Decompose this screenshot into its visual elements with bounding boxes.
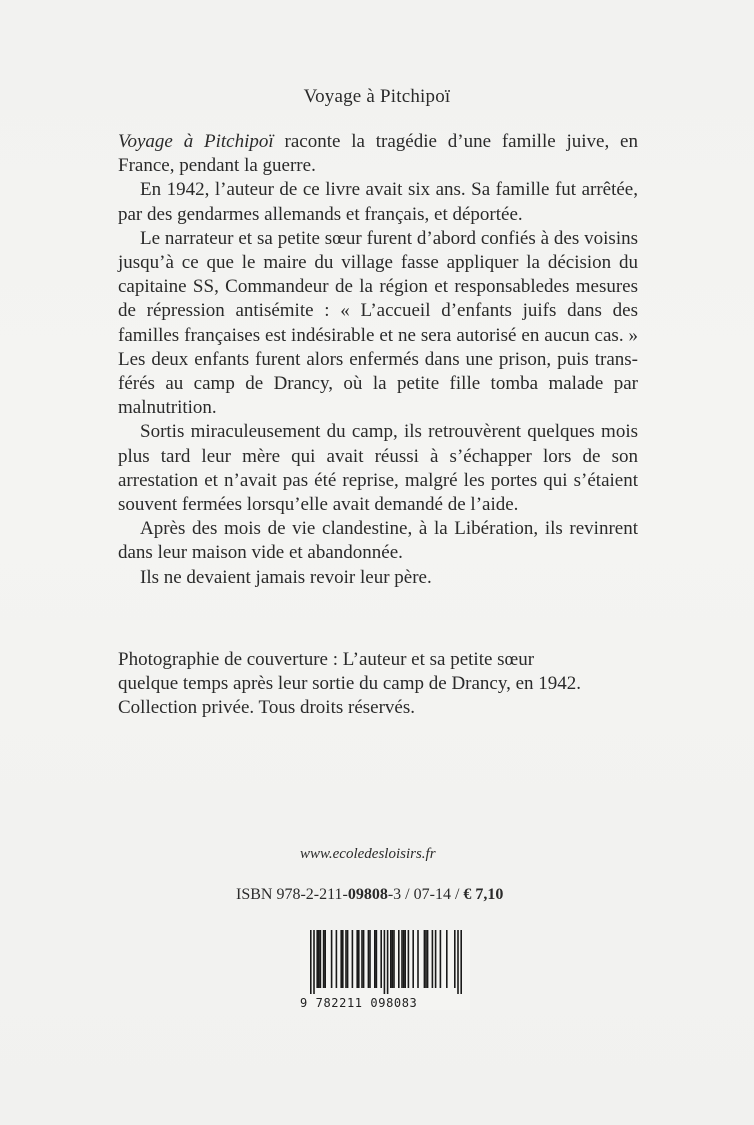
photo-credits-line-1: Photographie de couverture : L’auteur et sa petite sœur [118, 649, 535, 670]
barcode-bar [460, 930, 462, 994]
barcode-bar [324, 930, 326, 988]
barcode-bar [446, 930, 448, 988]
barcode-bars [300, 930, 470, 994]
barcode-bar [368, 930, 370, 988]
barcode-bar [352, 930, 354, 988]
barcode-bar [457, 930, 459, 994]
barcode-bar [342, 930, 344, 988]
barcode-bar [361, 930, 363, 988]
barcode-bar [380, 930, 382, 988]
blurb-paragraph-6: Ils ne devaient jamais revoir leur père. [140, 566, 432, 588]
blurb-paragraph-2: En 1942, l’auteur de ce livre avait six ans. Sa famille fut arrêtée, par des gendarmes allemands et français, et déportée. [118, 179, 638, 225]
blurb-paragraph-1 [118, 130, 638, 178]
barcode-bar [392, 930, 394, 988]
barcode-bar [358, 930, 360, 988]
isbn-prefix: ISBN 978-2-211- [236, 886, 348, 903]
photo-credits-line-3: Collection privée. Tous droits réservés. [118, 697, 415, 719]
barcode-bar [320, 930, 322, 988]
photo-credits [118, 648, 658, 721]
barcode-bar [401, 930, 403, 988]
barcode-bar [310, 930, 312, 994]
blurb-book-title-italic: Voyage à Pitchipoï [118, 131, 274, 152]
isbn-suffix: -3 / 07-14 / [387, 886, 464, 903]
barcode-bar [427, 930, 429, 988]
barcode-bar [374, 930, 376, 988]
barcode-bar [340, 930, 342, 988]
barcode-bar [347, 930, 349, 988]
barcode-bar [345, 930, 347, 988]
isbn-line [236, 886, 503, 904]
barcode-bar [425, 930, 427, 988]
barcode-bar [435, 930, 437, 988]
blurb-paragraph-1-rest: raconte la tragédie d’une famille juive, en France, pendant la guerre. [118, 131, 638, 177]
barcode-bar [336, 930, 338, 988]
barcode-bar [316, 930, 318, 988]
book-price: € 7,10 [463, 886, 504, 903]
barcode-bar [363, 930, 365, 988]
barcode-bar [454, 930, 456, 988]
barcode-bar [408, 930, 410, 988]
isbn-bold-part: 09808 [347, 886, 388, 903]
barcode-bar [331, 930, 333, 988]
barcode-bar [387, 930, 389, 994]
barcode-bar [398, 930, 400, 988]
barcode-digits: 9 782211 098083 [300, 996, 418, 1010]
photo-credits-line-2: quelque temps après leur sortie du camp de Drancy, en 1942. [118, 673, 582, 695]
barcode-bar [404, 930, 406, 988]
barcode-bar [440, 930, 442, 988]
blurb-paragraph-3: Le narrateur et sa petite sœur furent d’abord confiés à des voisins jusqu’à ce que le maire du village fasse appliquer la décision du capitaine SS, Commandeur de la région et responsabledes mesures de répression antisémite : « L’accueil d’enfants juifs dans des familles françaises est indésirable et ne sera autorisé en aucun cas. » Les deux enfants furent alors enfermés dans une prison, puis transférés au camp de Drancy, où la petite fille tomba malade par malnutrition. [118, 227, 638, 419]
barcode-bar [318, 930, 320, 988]
barcode-bar [390, 930, 392, 988]
barcode-bar [412, 930, 414, 988]
publisher-website: www.ecoledesloisirs.fr [300, 846, 436, 862]
barcode-bar [432, 930, 434, 988]
barcode-bar [393, 930, 395, 988]
barcode-bar [417, 930, 419, 988]
barcode-bar [356, 930, 358, 988]
barcode-bar [369, 930, 371, 988]
barcode-bar [384, 930, 386, 994]
barcode-bar [376, 930, 378, 988]
barcode-bar [403, 930, 405, 988]
book-title: Voyage à Pitchipoï [303, 86, 451, 107]
blurb-paragraph-4: Sortis miraculeusement du camp, ils retrouvèrent quelques mois plus tard leur mère qui avait réussi à s’échapper lors de son arrestation et n’avait pas été reprise, malgré les portes qui s’étaient souvent fermées lorsqu’elle avait demandé de l’aide. [118, 421, 638, 516]
barcode-bar [424, 930, 426, 988]
blurb-text [118, 130, 638, 590]
barcode-bar [313, 930, 315, 994]
blurb-paragraph-5: Après des mois de vie clandestine, à la Libération, ils revinrent dans leur maison vide et abandonnée. [118, 518, 638, 564]
barcode [300, 930, 470, 1010]
barcode-bar [323, 930, 325, 988]
